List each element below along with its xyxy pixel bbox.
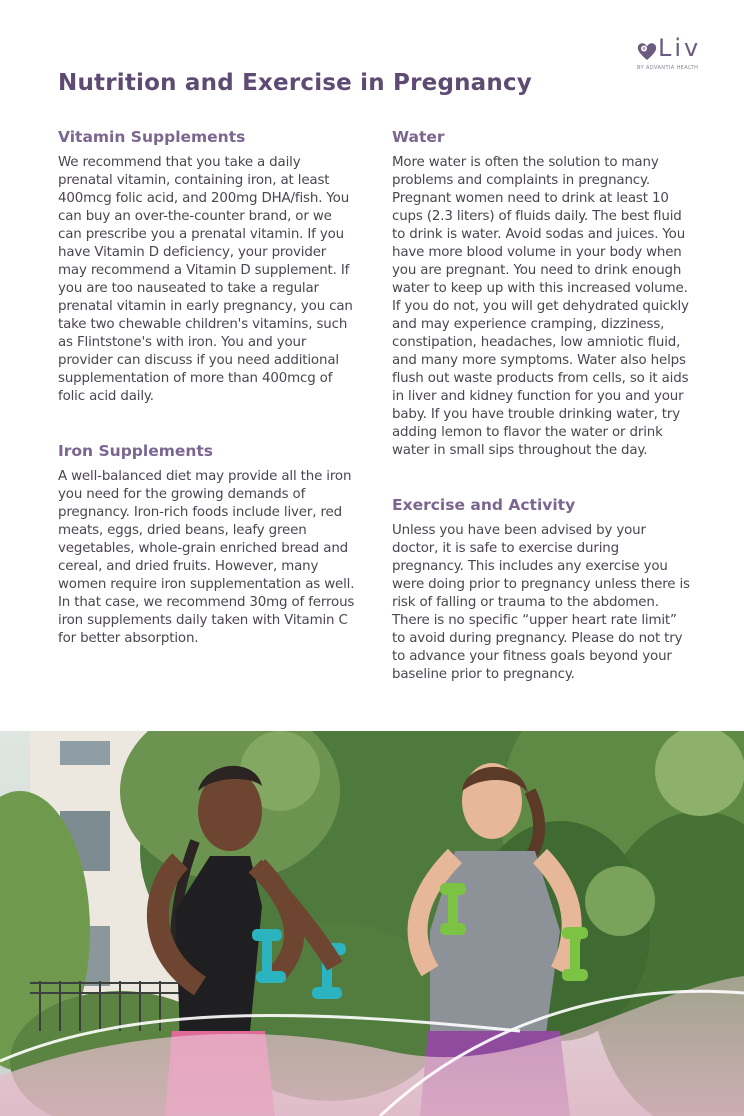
vitamin-heading: Vitamin Supplements	[58, 128, 246, 146]
liv-logo	[634, 34, 714, 74]
heart-logo-icon	[636, 40, 658, 62]
page-title: Nutrition and Exercise in Pregnancy	[58, 70, 532, 96]
vitamin-body: We recommend that you take a daily prenatal vitamin, containing iron, at least 400mcg folic acid, and 200mg DHA/fish. You can buy an over-the-counter brand, or we can prescribe you a prenatal vitamin. If you have Vitamin D deficiency, your provider may recommend a Vitamin D supplement. If you are too nauseated to take a regular prenatal vitamin in early pregnancy, you can take two chewable children's vitamins, such as Flintstone's with iron. You and your provider can discuss if you need additional supplementation of more than 400mcg of folic acid daily.	[58, 155, 353, 404]
logo-subtitle: BY ADVANTIA HEALTH	[637, 65, 699, 71]
right-column	[392, 128, 692, 684]
exercise-section	[392, 496, 692, 684]
logo-wordmark: Liv	[658, 34, 702, 62]
exercise-heading: Exercise and Activity	[392, 496, 576, 514]
photo-illustration	[0, 731, 744, 1116]
iron-section	[58, 442, 358, 648]
water-body: More water is often the solution to many problems and complaints in pregnancy. Pregnant women need to drink at least 10 cups (2.3 liters) of fluids daily. The best fluid to drink is water. Avoid sodas and juices. You have more blood volume in your body when you are pregnant. You need to drink enough water to keep up with this increased volume. If you do not, you will get dehydrated quickly and may experience cramping, dizziness, constipation, headaches, low amniotic fluid, and many more symptoms. Water also helps flush out waste products from cells, so it aids in liver and kidney function for you and your baby. If you have trouble drinking water, try adding lemon to flavor the water or drink water in small sips throughout the day.	[392, 155, 689, 458]
iron-heading: Iron Supplements	[58, 442, 214, 460]
water-heading: Water	[392, 128, 445, 146]
exercise-body: Unless you have been advised by your doctor, it is safe to exercise during pregnancy. This includes any exercise you were doing prior to pregnancy unless there is risk of falling or trauma to the abdomen. There is no specific “upper heart rate limit” to avoid during pregnancy. Please do not try to advance your fitness goals beyond your baseline prior to pregnancy.	[392, 523, 690, 682]
exercise-photo	[0, 731, 744, 1116]
left-column	[58, 128, 358, 648]
vitamin-section	[58, 128, 358, 406]
iron-body: A well-balanced diet may provide all the iron you need for the growing demands of pregnancy. Iron-rich foods include liver, red meats, eggs, dried beans, leafy green vegetables, whole-grain enriched bread and cereal, and dried fruits. However, many women require iron supplementation as well. In that case, we recommend 30mg of ferrous iron supplements daily taken with Vitamin C for better absorption.	[58, 469, 355, 646]
water-section	[392, 128, 692, 460]
